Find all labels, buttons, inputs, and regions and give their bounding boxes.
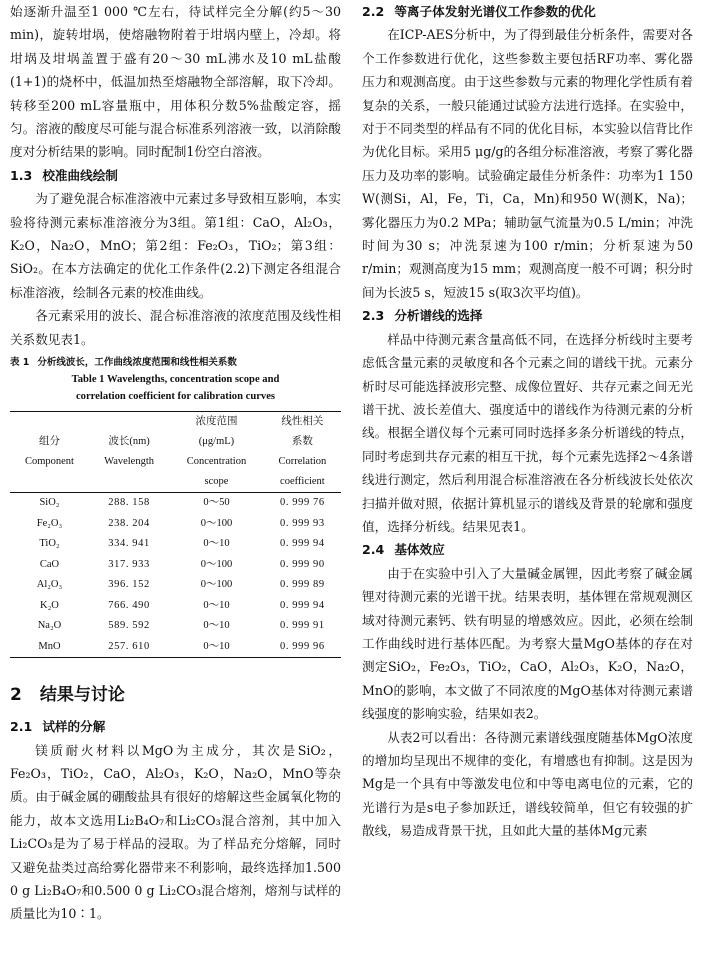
header-cell: 系数 — [291, 436, 313, 448]
coefficient-cell: 0. 999 96 — [264, 637, 341, 658]
section-1-3-heading — [10, 164, 341, 187]
range-cell: 0～100 — [200, 517, 233, 529]
table-title-cn: 分析线波长，工作曲线浓度范围和线性相关系数 — [37, 357, 237, 369]
component-cell: CaO — [39, 558, 60, 570]
section-2-2-heading — [362, 0, 693, 23]
range-cell: 0～10 — [203, 620, 230, 632]
table-row — [10, 637, 341, 658]
header-cell: 波长(nm) — [108, 436, 150, 448]
table-caption-en-line1: Table 1 Wavelengths, concentration scope and — [71, 374, 280, 386]
paragraph-matrix-effect: 由于在实验中引入了大量碱金属锂，因此考察了碱金属锂对待测元素的光谱干扰。结果表明，基体锂在常规观测区域对待测元素钙、铁有明显的增感效应。因此，必须在绘制工作曲线时进行基体匹配。为考察大量MgO基体的存在对测定SiO₂，Fe₂O₃，TiO₂，CaO，Al₂O₃，K₂O，Na₂O，MnO的影响，本文做了不同浓度的MgO基体对待测元素谱线强度的影响实验，结果如表2。 — [362, 565, 693, 722]
table-row — [10, 493, 341, 514]
range-cell: 0～100 — [200, 558, 233, 570]
paragraph-calibration: 为了避免混合标准溶液中元素过多导致相互影响，本实验将待测元素标准溶液分为3组。第1组：CaO，Al₂O₃，K₂O，Na₂O，MnO；第2组：Fe₂O₃，TiO₂；第3组：SiO₂。在本方法确定的优化工作条件(2.2)下测定各组混合标准溶液，绘制各元素的校准曲线。 — [10, 191, 341, 300]
table-row — [10, 514, 341, 535]
wavelength-table — [10, 411, 341, 658]
table-number: 表 1 — [10, 357, 30, 369]
header-cell — [10, 412, 89, 433]
coefficient-cell: 0. 999 94 — [279, 538, 325, 550]
paragraph-sample-decomposition: 镁质耐火材料以MgO为主成分，其次是SiO₂，Fe₂O₃，TiO₂，CaO，Al₂O₃，K₂O，Na₂O，MnO等杂质。由于碱金属的硼酸盐具有很好的熔解这些金属氧化物的能力，故本文选用Li₂B₄O₇和Li₂CO₃混合溶剂，其中加入Li₂CO₃是为了易于样品的浸取。为了样品充分熔解，同时又避免盐类过高给雾化器带来不利影响，最终选择加1.500 0 g Li₂B₄O₇和0.500 0 g Li₂CO₃混合熔剂，熔剂与试样的质量比为10∶1。 — [10, 742, 341, 922]
component-cell: Fe₂O₃ — [36, 517, 63, 529]
section-title: 等离子体发射光谱仪工作参数的优化 — [394, 4, 596, 19]
header-cell: Component — [24, 456, 74, 468]
range-cell: 0～50 — [203, 497, 230, 509]
header-cell: Wavelength — [104, 456, 155, 468]
header-cell: Concentration — [186, 456, 247, 468]
left-column — [10, 0, 341, 926]
header-cell — [89, 472, 169, 493]
component-cell: Al₂O₃ — [36, 579, 63, 591]
section-number: 1.3 — [10, 167, 33, 183]
table-row — [10, 575, 341, 596]
section-2-1-heading — [10, 715, 341, 738]
paragraph-decomposition-cont: 始逐渐升温至1 000 ℃左右，待试样完全分解(约5～30 min)，旋转坩埚，使熔融物附着于坩埚内壁上，冷却。将坩埚及坩埚盖置于盛有20～30 mL沸水及10 mL盐酸(1+1)的烧杯中，低温加热至熔融物全部溶解，取下冷却。转移至200 mL容量瓶中，用体积分数5%盐酸定容，摇匀。溶液的酸度尽可能与混合标准系列溶液一致，以消除酸度对分析结果的影响。同时配制1份空白溶液。 — [10, 4, 341, 160]
coefficient-cell: 0. 999 90 — [279, 558, 325, 570]
wavelength-cell: 257. 610 — [89, 637, 169, 658]
table-caption-en-line2: correlation coefficient for calibration curves — [75, 391, 276, 403]
component-cell: K₂O — [40, 599, 59, 611]
component-cell: MnO — [10, 637, 89, 658]
header-cell: scope — [169, 472, 264, 493]
header-cell: 浓度范围 — [169, 412, 264, 433]
component-cell: SiO₂ — [39, 497, 60, 509]
paragraph-optimization: 在ICP-AES分析中，为了得到最佳分析条件，需要对各个工作参数进行优化，这些参数主要包括RF功率、雾化器压力和观测高度。由于这些参数与元素的物理化学性质有着复杂的关系，一般只能通过试验方法进行选择。在实验中，对于不同类型的样品有不同的优化目标，本实验以信背比作为优化目标。采用5 μg/g的各组分标准溶液，考察了雾化器压力及功率的影响。试验确定最佳分析条件：功率为1 150 W(测Si，Al，Fe，Ti，Ca，Mn)和950 W(测K，Na)；雾化器压力为0.2 MPa；辅助氩气流量为0.5 L/min；冲洗时间为30 s；冲洗泵速为100 r/min；分析泵速为50 r/min；观测高度为15 mm；观测高度一般不可调；积分时间为长波5 s，短波15 s(取3次平均值)。 — [362, 27, 693, 300]
header-cell: Correlation — [278, 456, 327, 468]
section-number: 2 — [10, 685, 22, 706]
wavelength-cell: 766. 490 — [108, 599, 150, 611]
coefficient-cell: 0. 999 91 — [279, 620, 325, 632]
section-2-4-heading — [362, 538, 693, 561]
header-cell: coefficient — [264, 472, 341, 493]
section-title: 基体效应 — [394, 542, 445, 558]
component-cell: Na₂O — [37, 620, 62, 632]
range-cell: 0～100 — [200, 579, 233, 591]
range-cell: 0～10 — [203, 538, 230, 550]
table-caption-cn — [10, 355, 341, 371]
header-cell: (μg/mL) — [198, 436, 235, 448]
table-row — [10, 616, 341, 637]
coefficient-cell: 0. 999 93 — [279, 517, 325, 529]
coefficient-cell: 0. 999 89 — [279, 579, 325, 591]
section-title: 校准曲线绘制 — [42, 167, 118, 183]
range-cell: 0～10 — [203, 599, 230, 611]
wavelength-cell: 334. 941 — [108, 538, 150, 550]
section-number: 2.4 — [362, 542, 385, 558]
range-cell: 0～10 — [169, 637, 264, 658]
header-cell — [10, 472, 89, 493]
section-number: 2.2 — [362, 4, 385, 19]
section-title: 结果与讨论 — [39, 685, 125, 706]
section-2-3-heading — [362, 304, 693, 327]
header-cell: 线性相关 — [264, 412, 341, 433]
wavelength-cell: 396. 152 — [108, 579, 150, 591]
header-cell — [89, 412, 169, 433]
section-2-heading — [10, 680, 341, 705]
wavelength-cell: 589. 592 — [108, 620, 150, 632]
component-cell: TiO₂ — [39, 538, 60, 550]
right-column — [362, 0, 693, 843]
section-title: 分析谱线的选择 — [394, 308, 483, 324]
wavelength-cell: 288. 158 — [108, 497, 150, 509]
coefficient-cell: 0. 999 94 — [279, 599, 325, 611]
wavelength-cell: 317. 933 — [108, 558, 150, 570]
table-row — [10, 534, 341, 555]
paragraph-table2-discussion: 从表2可以看出：各待测元素谱线强度随基体MgO浓度的增加均呈现出不规律的变化，有增感也有抑制。这是因为Mg是一个具有中等激发电位和中等电离电位的元素，它的光谱行为是s电子参加跃迁，谱线较简单，但它有较强的扩散线，易造成背景干扰，且如此大量的基体Mg元素 — [362, 729, 693, 839]
coefficient-cell: 0. 999 76 — [279, 497, 325, 509]
table-row — [10, 596, 341, 617]
wavelength-cell: 238. 204 — [108, 517, 150, 529]
section-number: 2.1 — [10, 719, 33, 735]
paragraph-table-ref: 各元素采用的波长、混合标准溶液的浓度范围及线性相关系数见表1。 — [10, 308, 341, 347]
header-cell: 组分 — [38, 436, 60, 448]
table-row — [10, 555, 341, 576]
section-number: 2.3 — [362, 308, 385, 324]
paragraph-line-selection: 样品中待测元素含量高低不同，在选择分析线时主要考虑低含量元素的灵敏度和各个元素之间的谱线干扰。元素分析时尽可能选择波形完整、成像位置好、共存元素之间无光谱干扰、波长差值大、强度适中的谱线作为待测元素的分析线。根据全谱仪每个元素可同时选择多条分析谱线的特点，同时考虑到共存元素的相互干扰，每个元素先选择2～4条谱线进行测定，然后利用混合标准溶液在各分析线波长处依次扫描并做对照，依据计算机显示的谱线及背景的轮廓和强度值，选择分析线。结果见表1。 — [362, 331, 693, 534]
section-title: 试样的分解 — [42, 719, 106, 735]
